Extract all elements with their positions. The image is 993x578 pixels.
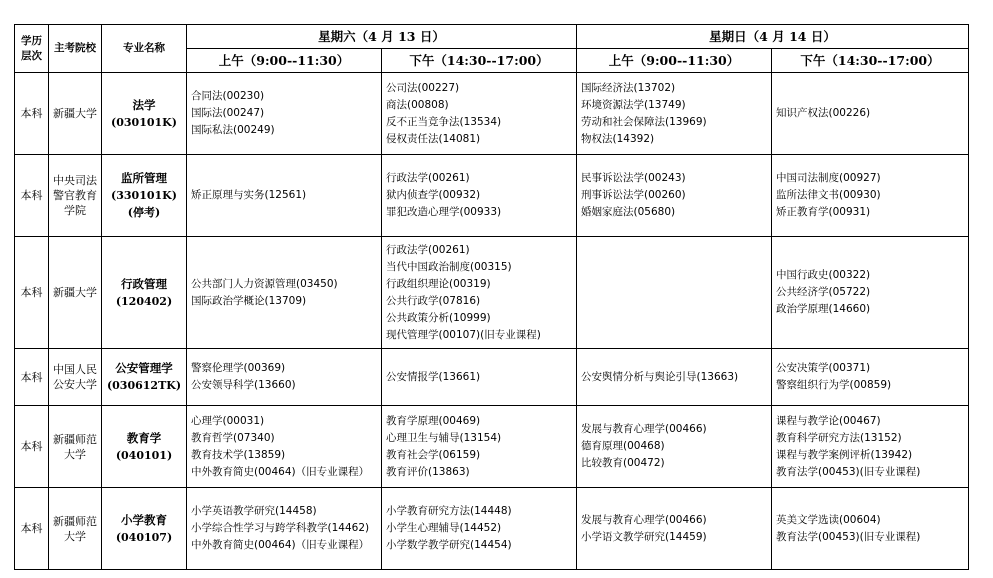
course-item: 小学数学教学研究(14454)	[386, 539, 512, 551]
course-item: 心理学(00031)	[191, 414, 265, 427]
major-name: 法学	[132, 97, 156, 112]
sun-morning-cell	[577, 73, 772, 155]
sat-morning-cell	[187, 349, 382, 406]
course-item: 国际私法(00249)	[191, 124, 275, 136]
course-item: 国际政治学概论(13709)	[191, 294, 307, 307]
major-cell	[102, 237, 187, 349]
sun-afternoon-cell	[772, 349, 969, 406]
major-note: (停考)	[127, 206, 161, 219]
course-item: 中国行政史(00322)	[776, 269, 871, 281]
sun-afternoon-cell	[772, 73, 969, 155]
header-level: 学历层次	[15, 25, 49, 73]
header-row-days	[15, 25, 969, 49]
header-sat-afternoon: 下午（14:30--17:00）	[382, 49, 577, 73]
major-name: 小学教育	[121, 512, 167, 527]
course-item: 教育学原理(00469)	[386, 414, 481, 427]
major-cell	[102, 406, 187, 488]
header-sun-morning: 上午（9:00--11:30）	[577, 49, 772, 73]
sat-afternoon-cell	[382, 155, 577, 237]
sat-morning-cell	[187, 155, 382, 237]
header-school: 主考院校	[49, 25, 102, 73]
major-cell	[102, 73, 187, 155]
course-item: 中外教育简史(00464)（旧专业课程）	[191, 539, 370, 551]
major-code: (030101K)	[111, 115, 177, 129]
course-item: 教育法学(00453)(旧专业课程)	[776, 530, 921, 543]
sat-afternoon-cell	[382, 406, 577, 488]
school-cell: 新疆大学	[49, 237, 102, 349]
header-sun-afternoon: 下午（14:30--17:00）	[772, 49, 969, 73]
major-code: (120402)	[115, 294, 173, 308]
sun-morning-cell	[577, 349, 772, 406]
course-item: 侵权责任法(14081)	[386, 132, 481, 145]
major-code: (040107)	[115, 530, 173, 544]
course-item: 课程与教学论(00467)	[776, 414, 881, 427]
course-item: 中国司法制度(00927)	[776, 172, 881, 184]
course-item: 公安情报学(13661)	[386, 370, 481, 383]
course-item: 行政法学(00261)	[386, 243, 470, 256]
course-item: 小学语文教学研究(14459)	[581, 530, 707, 543]
course-item: 比较教育(00472)	[581, 457, 665, 469]
table-row	[15, 73, 969, 155]
major-name: 公安管理学	[115, 361, 173, 375]
course-item: 行政组织理论(00319)	[386, 277, 491, 290]
course-item: 国际经济法(13702)	[581, 81, 676, 94]
course-item: 小学教育研究方法(14448)	[386, 505, 512, 517]
sat-afternoon-cell	[382, 73, 577, 155]
course-item: 英美文学选读(00604)	[776, 513, 881, 526]
course-item: 狱内侦查学(00932)	[386, 189, 481, 201]
course-item: 公共部门人力资源管理(03450)	[191, 277, 338, 290]
course-item: 教育科学研究方法(13152)	[776, 431, 902, 444]
header-saturday: 星期六（4 月 13 日）	[187, 25, 577, 49]
major-cell	[102, 155, 187, 237]
course-item: 公安舆情分析与舆论引导(13663)	[581, 370, 739, 383]
schedule-body	[15, 73, 969, 570]
course-item: 反不正当竞争法(13534)	[386, 115, 502, 128]
sat-afternoon-cell	[382, 349, 577, 406]
major-code: (030612TK)	[106, 379, 182, 392]
sun-afternoon-cell	[772, 237, 969, 349]
course-item: 教育法学(00453)(旧专业课程)	[776, 465, 921, 478]
course-item: 婚姻家庭法(05680)	[581, 206, 676, 218]
school-cell: 中国人民公安大学	[49, 349, 102, 406]
course-item: 环境资源法学(13749)	[581, 98, 686, 111]
course-item: 当代中国政治制度(00315)	[386, 260, 512, 273]
school-cell: 新疆师范大学	[49, 488, 102, 570]
course-item: 监所法律文书(00930)	[776, 189, 881, 201]
course-item: 罪犯改造心理学(00933)	[386, 206, 502, 218]
course-item: 国际法(00247)	[191, 107, 265, 119]
course-item: 公共经济学(05722)	[776, 286, 871, 298]
major-cell	[102, 488, 187, 570]
course-item: 现代管理学(00107)(旧专业课程)	[386, 328, 541, 341]
sun-afternoon-cell	[772, 488, 969, 570]
course-item: 教育技术学(13859)	[191, 448, 286, 461]
major-name: 监所管理	[121, 171, 167, 185]
course-item: 公共行政学(07816)	[386, 294, 481, 307]
course-item: 刑事诉讼法学(00260)	[581, 189, 686, 201]
course-item: 公司法(00227)	[386, 81, 460, 94]
sun-morning-cell	[577, 488, 772, 570]
sun-afternoon-cell	[772, 155, 969, 237]
sat-morning-cell	[187, 73, 382, 155]
course-item: 知识产权法(00226)	[776, 107, 871, 119]
table-row	[15, 349, 969, 406]
course-item: 物权法(14392)	[581, 132, 655, 145]
course-item: 教育社会学(06159)	[386, 448, 481, 461]
table-row	[15, 406, 969, 488]
sat-morning-cell	[187, 488, 382, 570]
table-row	[15, 488, 969, 570]
course-item: 民事诉讼法学(00243)	[581, 172, 686, 184]
level-cell: 本科	[15, 237, 49, 349]
course-item: 教育哲学(07340)	[191, 431, 275, 444]
course-item: 小学英语教学研究(14458)	[191, 505, 317, 517]
course-item: 小学生心理辅导(14452)	[386, 522, 502, 534]
header-sat-morning: 上午（9:00--11:30）	[187, 49, 382, 73]
level-cell: 本科	[15, 406, 49, 488]
course-item: 政治学原理(14660)	[776, 303, 871, 315]
table-row	[15, 155, 969, 237]
sat-morning-cell	[187, 406, 382, 488]
course-item: 警察组织行为学(00859)	[776, 379, 892, 391]
sat-afternoon-cell	[382, 237, 577, 349]
school-cell: 中央司法警官教育学院	[49, 155, 102, 237]
sun-morning-cell	[577, 237, 772, 349]
course-item: 劳动和社会保障法(13969)	[581, 115, 707, 128]
exam-schedule-table	[14, 24, 969, 570]
sun-morning-cell	[577, 155, 772, 237]
major-name: 行政管理	[121, 276, 167, 291]
course-item: 商法(00808)	[386, 98, 449, 111]
level-cell: 本科	[15, 488, 49, 570]
table-row	[15, 237, 969, 349]
course-item: 发展与教育心理学(00466)	[581, 423, 707, 435]
sun-morning-cell	[577, 406, 772, 488]
course-item: 心理卫生与辅导(13154)	[386, 431, 502, 444]
major-name: 教育学	[126, 430, 162, 445]
sat-afternoon-cell	[382, 488, 577, 570]
course-item: 教育评价(13863)	[386, 465, 470, 478]
school-cell: 新疆师范大学	[49, 406, 102, 488]
major-code: (330101K)	[111, 189, 177, 202]
course-item: 矫正教育学(00931)	[776, 206, 871, 218]
course-item: 小学综合性学习与跨学科教学(14462)	[191, 522, 370, 534]
sun-afternoon-cell	[772, 406, 969, 488]
course-item: 公安领导科学(13660)	[191, 379, 296, 391]
course-item: 行政法学(00261)	[386, 172, 470, 184]
major-code: (040101)	[115, 448, 173, 462]
level-cell: 本科	[15, 73, 49, 155]
course-item: 矫正原理与实务(12561)	[191, 189, 307, 201]
course-item: 课程与教学案例评析(13942)	[776, 448, 913, 461]
level-cell: 本科	[15, 155, 49, 237]
header-major: 专业名称	[102, 25, 187, 73]
header-sunday: 星期日（4 月 14 日）	[577, 25, 969, 49]
course-item: 公安决策学(00371)	[776, 362, 871, 374]
course-item: 中外教育简史(00464)（旧专业课程）	[191, 465, 370, 478]
sat-morning-cell	[187, 237, 382, 349]
school-cell: 新疆大学	[49, 73, 102, 155]
course-item: 合同法(00230)	[191, 90, 265, 102]
course-item: 警察伦理学(00369)	[191, 362, 286, 374]
level-cell: 本科	[15, 349, 49, 406]
course-item: 德育原理(00468)	[581, 440, 665, 452]
course-item: 公共政策分析(10999)	[386, 311, 491, 324]
course-item: 发展与教育心理学(00466)	[581, 513, 707, 526]
major-cell	[102, 349, 187, 406]
